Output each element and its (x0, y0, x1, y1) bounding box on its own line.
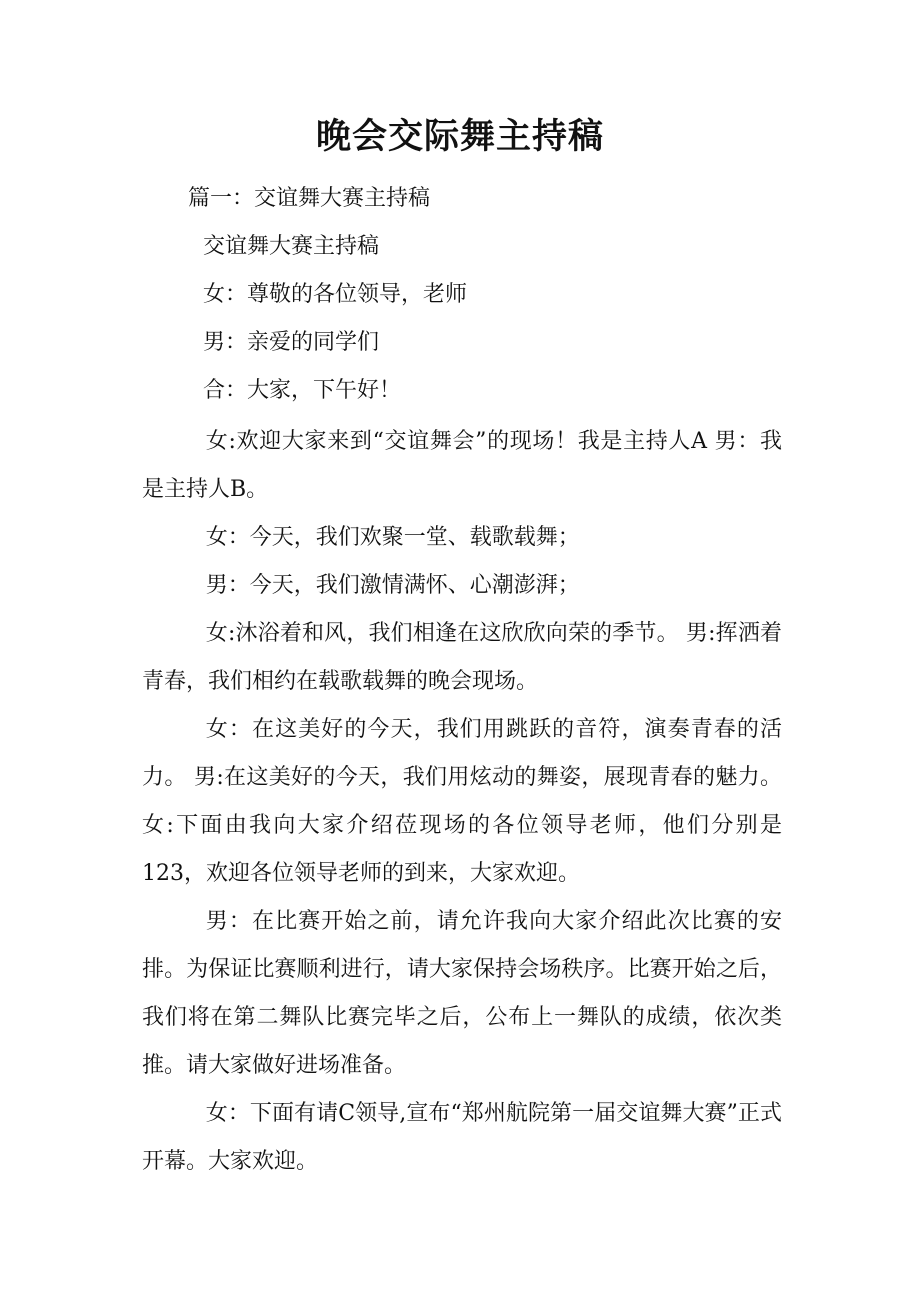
paragraph: 女：在这美好的今天，我们用跳跃的音符，演奏青春的活力。 男:在这美好的今天，我们用炫动的舞姿，展现青春的魅力。女:下面由我向大家介绍莅现场的各位领导老师，他们分别是123，欢迎各位领导老师的到来，大家欢迎。 (142, 717, 782, 886)
script-line-4: 合：大家，下午好！ (203, 378, 402, 403)
script-line-1: 交谊舞大赛主持稿 (203, 234, 380, 259)
paragraph: 男：在比赛开始之前，请允许我向大家介绍此次比赛的安排。为保证比赛顺利进行，请大家保持会场秩序。比赛开始之后，我们将在第二舞队比赛完毕之后，公布上一舞队的成绩，依次类推。请大家做好进场准备。 (142, 909, 782, 1078)
document-title: 晚会交际舞主持稿 (315, 116, 604, 157)
script-body (142, 418, 782, 1186)
paragraph: 男：今天，我们激情满怀、心潮澎湃； (205, 573, 580, 598)
paragraph: 女：下面有请C领导,宣布“郑州航院第一届交谊舞大赛”正式开幕。大家欢迎。 (142, 1101, 782, 1174)
script-line-2: 女：尊敬的各位领导，老师 (203, 282, 468, 307)
section-heading: 篇一：交谊舞大赛主持稿 (188, 186, 431, 211)
paragraph: 女:沐浴着和风，我们相逢在这欣欣向荣的季节。 男:挥洒着青春，我们相约在载歌载舞的晚会现场。 (142, 621, 782, 694)
script-line-3: 男：亲爱的同学们 (203, 330, 380, 355)
paragraph: 女:欢迎大家来到“交谊舞会”的现场！我是主持人A 男：我是主持人B。 (142, 429, 782, 502)
paragraph: 女：今天，我们欢聚一堂、载歌载舞； (205, 525, 580, 550)
